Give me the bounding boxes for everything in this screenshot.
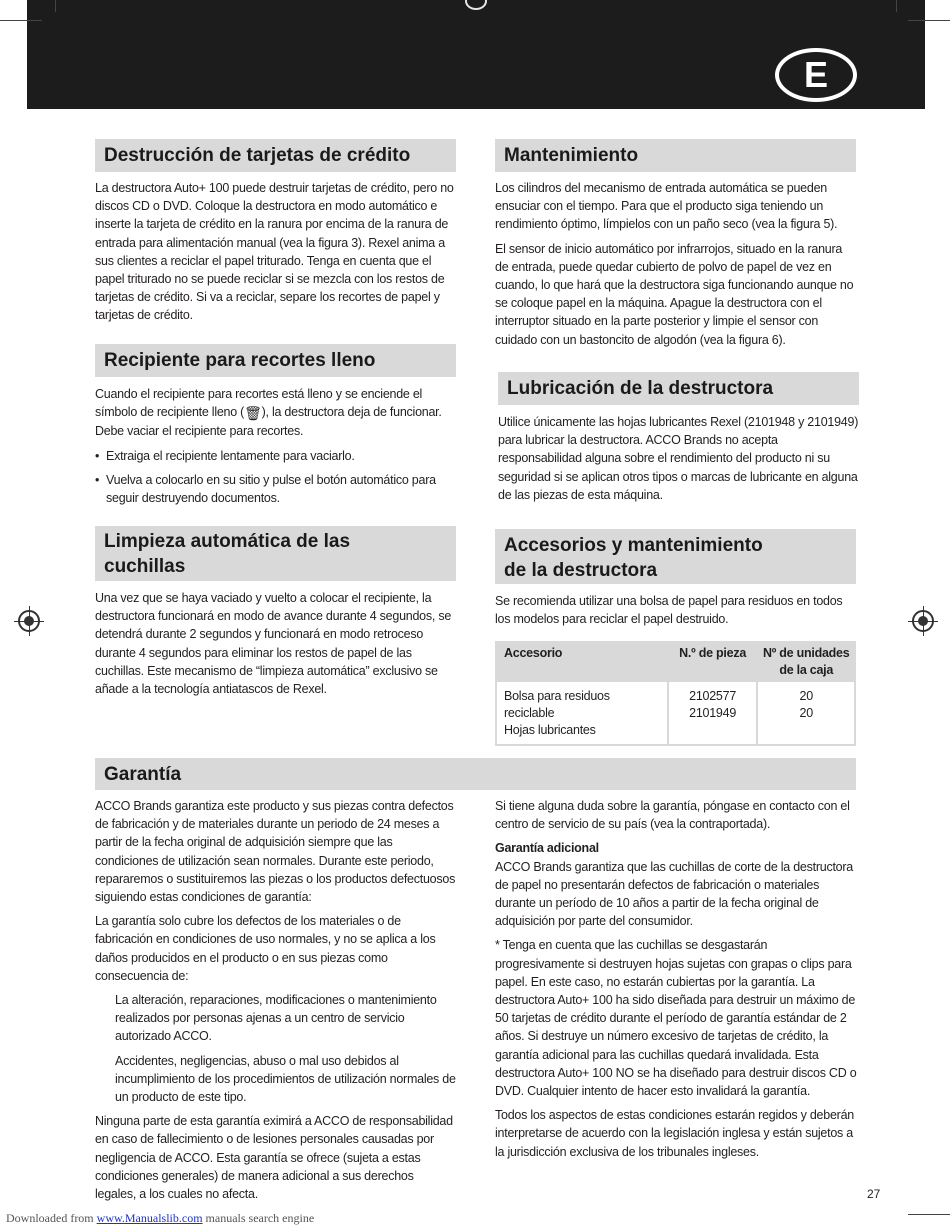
paragraph-indented: Accidentes, negligencias, abuso o mal uso debidos al incumplimiento de los procedimientos de utilización normales de un producto de este tipo.	[115, 1053, 456, 1105]
column-header-part-number: N.º de pieza	[668, 641, 758, 682]
lubrication-text	[498, 413, 860, 510]
cell-text: Hojas lubricantes	[504, 723, 596, 737]
auto-clean-text	[95, 589, 457, 704]
crop-mark	[55, 0, 56, 12]
credit-cards-text	[95, 179, 457, 331]
registration-mark-left	[18, 610, 40, 632]
section-title-text	[504, 533, 763, 583]
paragraph	[95, 385, 457, 441]
paragraph: Una vez que se haya vaciado y vuelto a colocar el recipiente, la destructora funcionará en modo de avance durante 4 segundos, se detendrá durante 2 segundos y funcionará en modo retroceso durante 4 segundos para eliminar los restos de papel de las cuchillas. Este mecanismo de “limpieza automática” exclusivo se añade a la tecnología antiatascos de Rexel.	[95, 591, 452, 697]
cell-text: 2102577	[689, 689, 737, 703]
cell-text: 2101949	[689, 706, 737, 720]
section-title-warranty	[95, 758, 856, 790]
cell-text: 20	[799, 706, 813, 720]
warranty-left-text	[95, 797, 457, 1209]
footer-suffix: manuals search engine	[202, 1211, 315, 1225]
manualslib-link[interactable]: www.Manualslib.com	[96, 1211, 203, 1225]
bullet-list	[95, 447, 457, 508]
paragraph: * Tenga en cuenta que las cuchillas se desgastarán progresivamente si destruyen hojas sujetas con grapas o clips para papel. En este caso, no estarán cubiertas por la garantía. La destructora Auto+ 100 ha sido diseñada para destruir un máximo de 50 tarjetas de crédito durante el período de garantía estándar de 2 años. Si destruye un número excesivo de tarjetas de crédito, la garantía adicional para las cuchillas quedará invalidada. Esta destructora Auto+ 100 NO se ha diseñado para destruir discos CD o DVD. Cualquier intento de hacer esto invalidará la garantía.	[495, 938, 857, 1099]
crop-mark	[908, 20, 950, 21]
crop-mark	[896, 0, 897, 12]
maintenance-text	[495, 179, 857, 355]
title-line: de la destructora	[504, 560, 658, 581]
paragraph: Todos los aspectos de estas condiciones estarán regidos y deberán interpretarse de acuerdo con la legislación inglesa y están sujetos a la jurisdicción exclusiva de los tribunales ingleses.	[495, 1108, 854, 1159]
section-title-text: Destrucción de tarjetas de crédito	[104, 145, 411, 166]
title-line: cuchillas	[104, 556, 186, 577]
section-title-accessories	[495, 529, 856, 584]
subheading-additional-warranty: Garantía adicional	[495, 841, 599, 856]
paragraph: ACCO Brands garantiza que las cuchillas de corte de la destructora de papel no presentarán defectos de fabricación o materiales durante un período de 10 años a partir de la fecha original de adquisición por parte del consumidor.	[495, 859, 853, 929]
page-number: 27	[867, 1187, 881, 1201]
bin-full-icon: 🗑	[244, 405, 262, 422]
cell-text: 20	[799, 689, 813, 703]
crop-mark	[0, 20, 42, 21]
section-title-text: Lubricación de la destructora	[507, 378, 774, 399]
list-item: • Extraiga el recipiente lentamente para vaciarlo.	[95, 447, 457, 465]
paragraph: Utilice únicamente las hojas lubricantes Rexel (2101948 y 2101949) para lubricar la destructora. ACCO Brands no acepta responsabilidad alguna sobre el rendimiento del producto ni su seguridad si se aplican otros tipos o marcas de lubricante en alguna de las piezas de esta máquina.	[498, 415, 859, 502]
paragraph: La destructora Auto+ 100 puede destruir tarjetas de crédito, pero no discos CD o DVD. Coloque la destructora en modo automático e inserte la tarjeta de crédito en la ranura por encima de la ranura de entrada para alimentación manual (vea la figura 3). Rexel anima a sus clientes a reciclar el papel triturado. Tenga en cuenta que el papel triturado no se puede reciclar si se mezcla con los restos de tarjetas de crédito. Si va a reciclar, separe los recortes de papel y tarjetas de crédito.	[95, 181, 454, 323]
column-header-units: Nº de unidades de la caja	[757, 641, 855, 682]
paragraph: La garantía solo cubre los defectos de los materiales o de fabricación en condiciones de uso normales, y no se aplica a los daños producidos en el producto o en sus piezas como consecuencia de:	[95, 914, 436, 983]
list-item: • Vuelva a colocarlo en su sitio y pulse el botón automático para seguir destruyendo documentos.	[95, 471, 457, 507]
paragraph: Si tiene alguna duda sobre la garantía, póngase en contacto con el centro de servicio de su país (vea la contraportada).	[495, 799, 850, 832]
title-line: Limpieza automática de las	[104, 531, 351, 552]
paragraph-indented: La alteración, reparaciones, modificaciones o mantenimiento realizados por personas ajenas a un centro de servicio autorizado ACCO.	[115, 993, 437, 1044]
table-row	[496, 682, 855, 745]
column-header-accessory: Accesorio	[496, 641, 668, 682]
language-badge: E	[775, 48, 857, 102]
footer-prefix: Downloaded from	[6, 1211, 97, 1225]
crop-mark	[908, 1214, 950, 1215]
section-title-bin-full	[95, 344, 456, 377]
section-title-text	[104, 529, 350, 579]
section-title-maintenance	[495, 139, 856, 172]
bin-full-text	[95, 385, 457, 513]
paragraph: Se recomienda utilizar una bolsa de papel para residuos en todos los modelos para reciclar el papel destruido.	[495, 594, 843, 627]
section-title-auto-clean	[95, 526, 456, 581]
table-cell	[496, 682, 668, 745]
section-title-lubrication	[498, 372, 859, 405]
table-header-row	[496, 641, 855, 682]
title-line: Accesorios y mantenimiento	[504, 535, 763, 556]
paragraph: Los cilindros del mecanismo de entrada automática se pueden ensuciar con el tiempo. Para que el producto siga teniendo un rendimiento óptimo, límpielos con un paño seco (vea la figura 5).	[495, 181, 838, 232]
paragraph: ACCO Brands garantiza este producto y sus piezas contra defectos de fabricación y de materiales durante un periodo de 24 meses a partir de la fecha original de adquisición siempre que las condiciones de utilización sean normales. Durante este periodo, repararemos o sustituiremos las piezas o los productos defectuosos siguiendo estas condiciones de garantía:	[95, 799, 456, 905]
section-title-credit-cards	[95, 139, 456, 172]
section-title-text: Mantenimiento	[504, 145, 639, 166]
download-footer	[6, 1211, 314, 1226]
accessories-table	[495, 641, 856, 746]
text-span: Cuando el recipiente para recortes está lleno y se enciende el símbolo de recipiente lleno (	[95, 387, 423, 420]
table-cell	[757, 682, 855, 745]
warranty-right-text	[495, 797, 857, 1167]
section-title-text: Garantía	[104, 763, 182, 785]
text-span: ), la destructora deja de funcionar. Debe vaciar el recipiente para recortes.	[95, 405, 442, 439]
paragraph: Ninguna parte de esta garantía eximirá a ACCO de responsabilidad en caso de fallecimiento o de lesiones personales causadas por negligencia de ACCO. Esta garantía se ofrece (sujeta a estas condiciones generales) de manera adicional a sus derechos legales, a los cuales no afecta.	[95, 1114, 453, 1202]
section-title-text: Recipiente para recortes lleno	[104, 350, 376, 371]
table-cell	[668, 682, 758, 745]
registration-mark-right	[912, 610, 934, 632]
accessories-text	[495, 592, 857, 634]
cell-text: Bolsa para residuos reciclable	[504, 689, 610, 720]
paragraph: El sensor de inicio automático por infrarrojos, situado en la ranura de entrada, puede quedar cubierto de polvo de papel de vez en cuando, lo que hará que la destructora siga funcionando aunque no se coloque papel en la máquina. Apague la destructora con el interruptor situado en la parte posterior y limpie el sensor con cuidado con un bastoncito de algodón (vea la figura 6).	[495, 241, 854, 347]
